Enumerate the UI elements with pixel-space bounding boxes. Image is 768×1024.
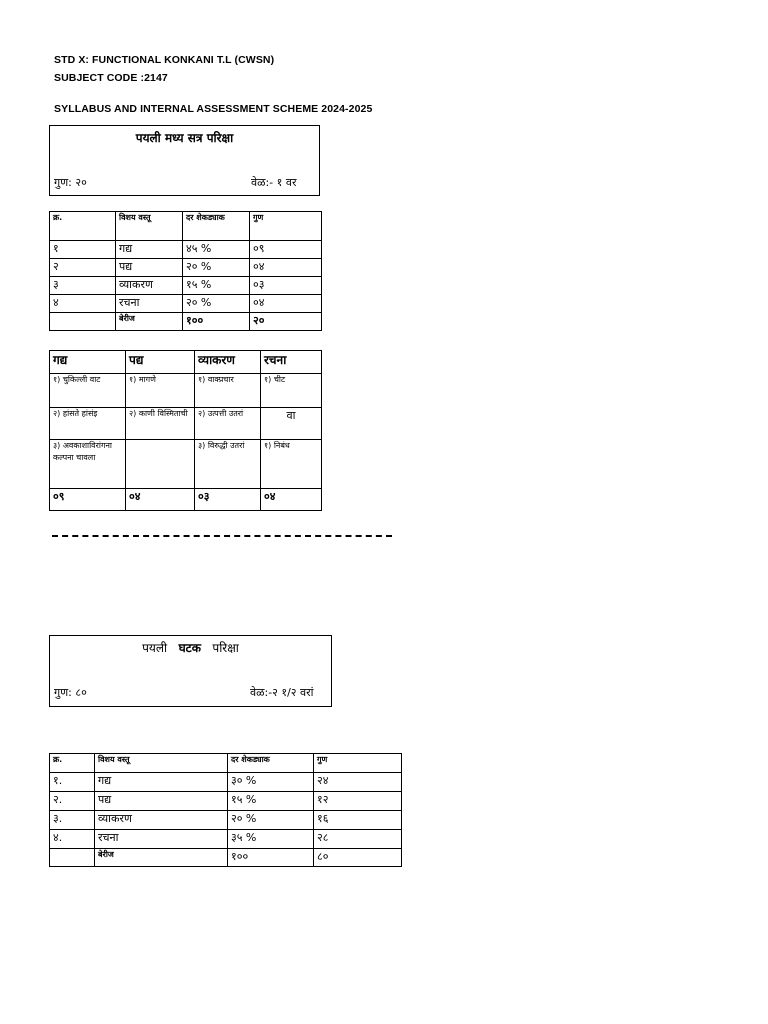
- table1-cell: ४५ %: [183, 241, 250, 259]
- table-row: [50, 811, 402, 830]
- table2: [49, 350, 322, 511]
- exam2-title: [50, 639, 331, 656]
- exam1-time: वेळ:- १ वर: [251, 176, 297, 189]
- table2-cell: १) मागणे: [126, 374, 195, 408]
- table2-cell: १) निबंध: [261, 440, 322, 489]
- table1-header-cell: दर शेकड्याक: [183, 212, 250, 241]
- table2-cell: २) हांसते हांसंइ: [50, 408, 126, 440]
- table1-header-cell: विशय वस्तू: [116, 212, 183, 241]
- table3-total-cell: ८०: [314, 849, 402, 867]
- table1-cell: व्याकरण: [116, 277, 183, 295]
- table-row: [50, 374, 322, 408]
- table2-header-row: [50, 351, 322, 374]
- table3-cell: ३० %: [228, 773, 314, 792]
- table1-header-cell: गुण: [250, 212, 322, 241]
- table-row: [50, 408, 322, 440]
- table1-total-cell: [50, 313, 116, 331]
- table3-header-cell: दर शेकड्याक: [228, 754, 314, 773]
- dashed-separator: [52, 535, 392, 537]
- table1-cell: ४: [50, 295, 116, 313]
- table3-cell: १६: [314, 811, 402, 830]
- header-line-std: STD X: FUNCTIONAL KONKANI T.L (CWSN): [54, 54, 275, 66]
- table1-cell: गद्य: [116, 241, 183, 259]
- table1-cell: १५ %: [183, 277, 250, 295]
- table-row: [50, 259, 322, 277]
- table2-total-row: [50, 489, 322, 511]
- table2-total-cell: ०९: [50, 489, 126, 511]
- exam1-marks: गुण: २०: [54, 176, 87, 189]
- table3-header-cell: विशय वस्तू: [95, 754, 228, 773]
- table1-total-cell: २०: [250, 313, 322, 331]
- exam2-title-part: परिक्षा: [212, 641, 239, 655]
- table2-cell: [126, 440, 195, 489]
- table2-cell: वा: [261, 408, 322, 440]
- table3-cell: रचना: [95, 830, 228, 849]
- table2-cell: १) चीट: [261, 374, 322, 408]
- exam2-box: [49, 635, 332, 707]
- table-row: [50, 295, 322, 313]
- table1-cell: २० %: [183, 295, 250, 313]
- table-row: [50, 241, 322, 259]
- table1-cell: १: [50, 241, 116, 259]
- table2-cell: १) चुकिल्ली वाट: [50, 374, 126, 408]
- table3-cell: २८: [314, 830, 402, 849]
- table3-cell: १.: [50, 773, 95, 792]
- exam2-marks: गुण: ८०: [54, 686, 87, 699]
- table2-total-cell: ०३: [195, 489, 261, 511]
- table3-cell: ३५ %: [228, 830, 314, 849]
- table3-cell: १५ %: [228, 792, 314, 811]
- table3-cell: व्याकरण: [95, 811, 228, 830]
- table3-total-label: बेरीज: [95, 849, 228, 867]
- table2-cell: १) वाक्प्रचार: [195, 374, 261, 408]
- exam1-box: [49, 125, 320, 196]
- table3-cell: ३.: [50, 811, 95, 830]
- exam2-title-part: घटक: [178, 641, 201, 655]
- exam2-time: वेळ:-२ १/२ वरां: [250, 686, 314, 699]
- table2-cell: २) काणी विस्मिताची: [126, 408, 195, 440]
- table-row: [50, 440, 322, 489]
- table3-cell: १२: [314, 792, 402, 811]
- exam1-title: पयली मध्य सत्र परिक्षा: [135, 131, 234, 145]
- table3-header-cell: क्र.: [50, 754, 95, 773]
- table1-cell: ०४: [250, 295, 322, 313]
- table-row: [50, 773, 402, 792]
- table3-header-cell: गुण: [314, 754, 402, 773]
- table1-total-label: बेरीज: [116, 313, 183, 331]
- table2-total-cell: ०४: [261, 489, 322, 511]
- table1: [49, 211, 322, 331]
- table3-total-row: [50, 849, 402, 867]
- table1-cell: पद्य: [116, 259, 183, 277]
- table-row: [50, 830, 402, 849]
- table3-header-row: [50, 754, 402, 773]
- table3-cell: २.: [50, 792, 95, 811]
- table2-header-cell: व्याकरण: [195, 351, 261, 374]
- table-row: [50, 792, 402, 811]
- table1-cell: ०९: [250, 241, 322, 259]
- header-line-syllabus: SYLLABUS AND INTERNAL ASSESSMENT SCHEME 2024-2025: [54, 103, 373, 115]
- table3-cell: गद्य: [95, 773, 228, 792]
- table3-total-cell: १००: [228, 849, 314, 867]
- exam2-title-part: पयली: [142, 641, 168, 655]
- table2-cell: २) उत्पत्ती उतरां: [195, 408, 261, 440]
- table2-cell: ३) अवकाशाविरांगना कल्पना चावला: [50, 440, 126, 489]
- table2-header-cell: पद्य: [126, 351, 195, 374]
- table3-cell: ४.: [50, 830, 95, 849]
- table3: [49, 753, 402, 867]
- table2-header-cell: रचना: [261, 351, 322, 374]
- table2-cell: ३) विरुद्धी उतरां: [195, 440, 261, 489]
- table1-cell: ०३: [250, 277, 322, 295]
- table1-header-row: [50, 212, 322, 241]
- table1-cell: २० %: [183, 259, 250, 277]
- table3-total-cell: [50, 849, 95, 867]
- table3-cell: २४: [314, 773, 402, 792]
- table-row: [50, 277, 322, 295]
- table3-cell: पद्य: [95, 792, 228, 811]
- table2-header-cell: गद्य: [50, 351, 126, 374]
- table1-cell: २: [50, 259, 116, 277]
- table1-total-cell: १००: [183, 313, 250, 331]
- table3-cell: २० %: [228, 811, 314, 830]
- table1-header-cell: क्र.: [50, 212, 116, 241]
- table2-total-cell: ०४: [126, 489, 195, 511]
- table1-total-row: [50, 313, 322, 331]
- header-line-subject-code: SUBJECT CODE :2147: [54, 72, 168, 84]
- table1-cell: ०४: [250, 259, 322, 277]
- table1-cell: रचना: [116, 295, 183, 313]
- table1-cell: ३: [50, 277, 116, 295]
